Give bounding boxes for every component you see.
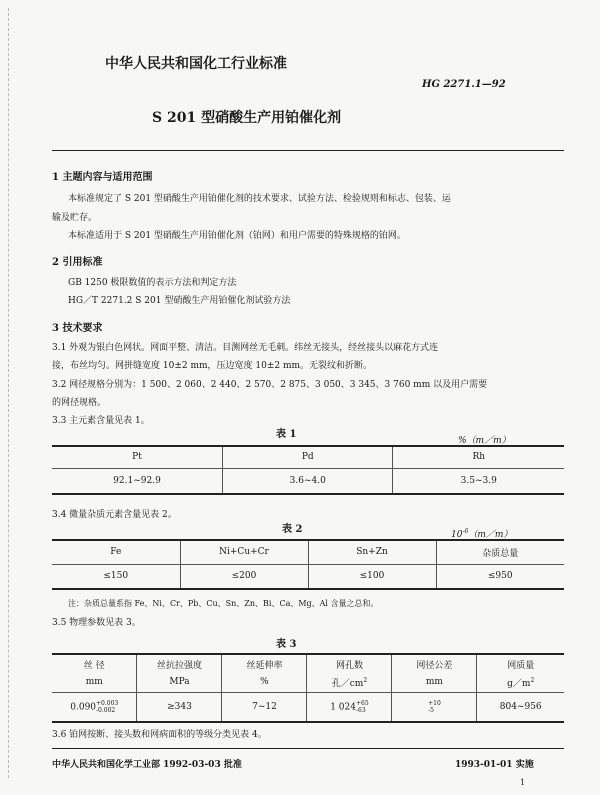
clause-3-5: 3.5 物理参数见表 3。	[52, 618, 141, 628]
table-2	[52, 539, 564, 590]
binding-holes-margin	[8, 8, 13, 778]
table-3-cell-elongation: 7~12	[222, 692, 307, 722]
table-3-header-dia-tolerance: 网径公差	[392, 654, 477, 673]
clause-3-3: 3.3 主元素含量见表 1。	[52, 416, 150, 426]
table-3-unit-tensile: MPa	[137, 673, 222, 692]
table-1-cell-pt: 92.1~92.9	[52, 468, 222, 494]
section-1-para-1b: 输及贮存。	[52, 213, 98, 223]
table-3-dia-tol-plus: +10	[428, 699, 441, 707]
table-2-caption: 表 2	[282, 524, 303, 535]
table-3-cell-mesh-count	[307, 692, 392, 722]
table-2-unit-base: 10	[451, 530, 463, 540]
table-3-unit-mesh-text: 孔／cm	[331, 678, 364, 689]
standard-number: HG 2271.1—92	[422, 79, 506, 90]
table-3-header-mass: 网质量	[507, 660, 535, 671]
table-3-wire-tol-plus: +0.003	[96, 699, 119, 707]
clause-3-4: 3.4 微量杂质元素含量见表 2。	[52, 510, 177, 520]
table-2-cell-sn-zn: ≤100	[308, 564, 436, 589]
table-2-header-ni-cu-cr: Ni+Cu+Cr	[180, 540, 308, 564]
table-3-cell-mass: 804~956	[499, 701, 542, 712]
table-2-unit-exponent: -6	[462, 528, 469, 535]
table-3-mesh-tol-plus: +65	[355, 699, 369, 707]
table-3-header-mesh-count: 网孔数	[307, 654, 392, 673]
section-1-heading: 1 主题内容与适用范围	[52, 172, 153, 183]
reference-1: GB 1250 极限数值的表示方法和判定方法	[68, 278, 237, 288]
table-3-mesh-tol-minus: -63	[355, 706, 366, 714]
table-1-cell-rh: 3.5~3.9	[460, 475, 497, 486]
table-3-unit-mass-text: g／m	[507, 678, 531, 689]
section-1-para-1a: 本标准规定了 S 201 型硝酸生产用铂催化剂的技术要求、试验方法、检验规则和标志、包装、运	[68, 194, 451, 204]
table-1-unit: %（m／m）	[458, 436, 511, 446]
table-3-header-elongation: 丝延伸率	[222, 654, 307, 673]
table-1-header-rh: Rh	[472, 452, 486, 463]
table-1-header-pt: Pt	[52, 446, 222, 468]
table-3-wire-tol-minus: -0.002	[96, 706, 116, 714]
table-3-unit-mass-exp: 2	[530, 676, 535, 684]
table-3-unit-mesh-count	[307, 673, 392, 692]
table-3-cell-tensile: ≥343	[137, 692, 222, 722]
table-3-dia-tol-minus: -5	[428, 706, 434, 714]
section-3-heading: 3 技术要求	[52, 323, 103, 334]
table-3-mesh-tolerance	[356, 700, 369, 714]
page-number: 1	[520, 778, 526, 787]
table-3-unit-mesh-exp: 2	[363, 676, 368, 684]
section-2-heading: 2 引用标准	[52, 257, 103, 268]
clause-3-2b: 的网径规格。	[52, 398, 107, 408]
table-2-note: 注：杂质总量系指 Fe、Ni、Cr、Pb、Cu、Sn、Zn、Bi、Ca、Mg、Al 含量之总和。	[68, 599, 379, 608]
table-2-header-fe: Fe	[52, 540, 180, 564]
document-title: S 201 型硝酸生产用铂催化剂	[152, 110, 342, 126]
reference-2: HG／T 2271.2 S 201 型硝酸生产用铂催化剂试验方法	[68, 296, 291, 306]
header-rule	[52, 150, 564, 151]
table-3-wire-base: 0.090	[70, 702, 97, 713]
table-1-header-pd: Pd	[222, 446, 392, 468]
issuer-title: 中华人民共和国化工行业标准	[105, 56, 287, 72]
table-2-header-total: 杂质总量	[482, 548, 519, 559]
table-3-header-tensile: 丝抗拉强度	[137, 654, 222, 673]
table-3	[52, 653, 564, 723]
table-3-mesh-base: 1 024	[330, 702, 356, 713]
table-2-cell-total: ≤950	[487, 571, 513, 582]
table-3-caption: 表 3	[276, 639, 297, 650]
clause-3-1a: 3.1 外观为银白色网状。网面平整、清洁。目测网丝无毛刺。纬丝无接头，经丝接头以麻花方式连	[52, 343, 439, 353]
table-3-dia-tolerance	[428, 700, 441, 714]
table-3-unit-elongation: %	[222, 673, 307, 692]
table-3-unit-mass	[477, 673, 564, 692]
table-1-cell-pd: 3.6~4.0	[222, 468, 392, 494]
implementation-date: 1993-01-01 实施	[455, 760, 534, 770]
table-3-cell-dia-tolerance	[392, 692, 477, 722]
table-1	[52, 445, 564, 495]
approval-line: 中华人民共和国化学工业部 1992-03-03 批准	[52, 760, 242, 770]
clause-3-2a: 3.2 网径规格分别为：1 500、2 060、2 440、2 570、2 875、3 050、3 345、3 760 mm 以及用户需要	[52, 380, 488, 390]
table-3-wire-tolerance	[96, 700, 118, 714]
table-1-caption: 表 1	[276, 429, 297, 440]
clause-3-6: 3.6 铂网按断、接头数和网病面积的等级分类见表 4。	[52, 730, 267, 740]
table-3-unit-dia-tolerance: mm	[392, 673, 477, 692]
table-2-cell-fe: ≤150	[52, 564, 180, 589]
table-3-unit-wire-dia: mm	[52, 673, 137, 692]
footer-rule	[52, 748, 564, 749]
table-2-header-sn-zn: Sn+Zn	[308, 540, 436, 564]
table-2-unit-tail: （m／m）	[468, 530, 513, 540]
table-3-cell-wire-dia	[52, 692, 137, 722]
table-2-cell-ni-cu-cr: ≤200	[180, 564, 308, 589]
section-1-para-2: 本标准适用于 S 201 型硝酸生产用铂催化剂（铂网）和用户需要的特殊规格的铂网。	[68, 231, 406, 241]
table-3-header-wire-dia: 丝 径	[52, 654, 137, 673]
clause-3-1b: 接，布丝均匀。网拼缝宽度 10±2 mm，压边宽度 10±2 mm。无裂纹和折断。	[52, 361, 373, 371]
